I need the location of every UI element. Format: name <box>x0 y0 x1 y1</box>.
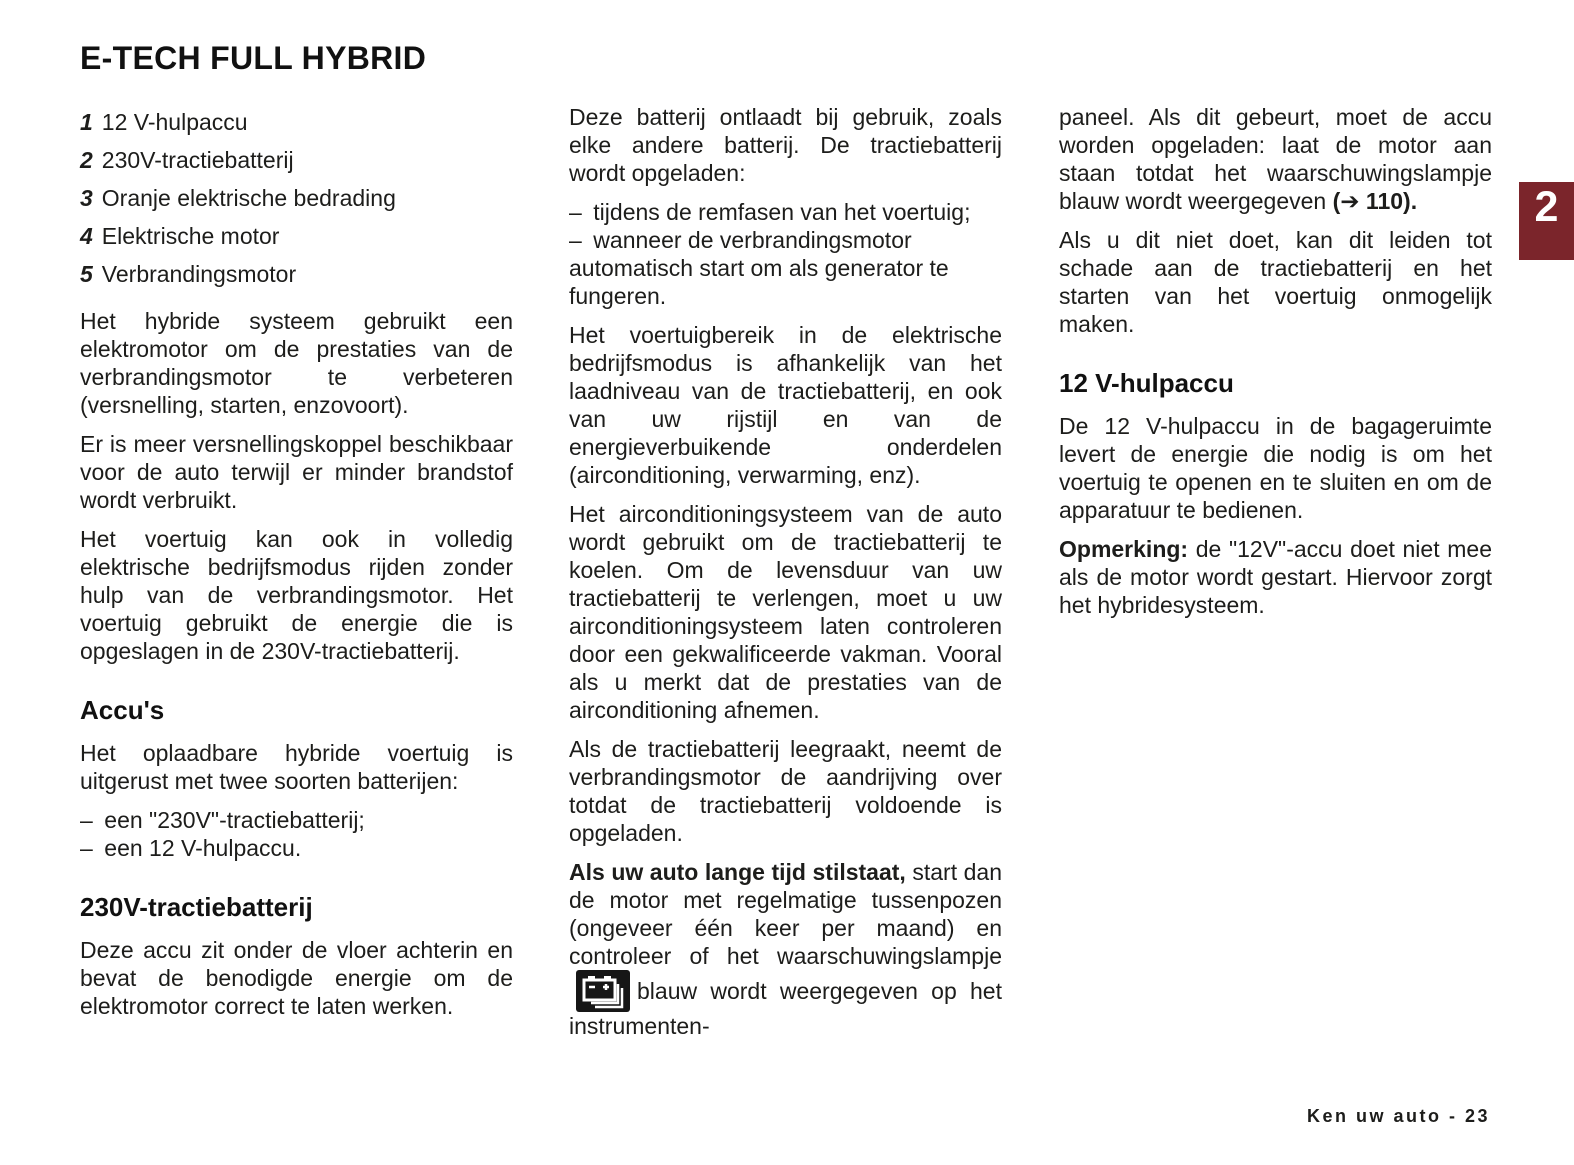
legend-item <box>80 217 513 255</box>
legend-item <box>80 179 513 217</box>
section-heading-12v: 12 V-hulpaccu <box>1059 368 1234 398</box>
bullet-item: – een 12 V-hulpaccu. <box>80 835 302 861</box>
battery-warning-icon <box>576 970 630 1012</box>
paragraph: Het voertuig kan ook in volledig elektrische bedrijfsmodus rijden zonder hulp van de verbrandingsmotor. Het voertuig gebruikt de energie die is opgeslagen in de 230V-tractiebatterij. <box>80 526 513 664</box>
paragraph-text: start dan de motor met regelmatige tussenpozen (ongeveer één keer per maand) en controleer of het waarschuwingslampje <box>569 859 1002 969</box>
legend-label: Oranje elektrische bedrading <box>101 185 396 211</box>
chapter-tab <box>1519 182 1574 260</box>
legend-label: Verbrandingsmotor <box>101 261 297 287</box>
legend-number: 3 <box>80 185 93 211</box>
legend-number: 4 <box>80 223 93 249</box>
column-left <box>80 103 513 1031</box>
section-heading-accus: Accu's <box>80 695 165 725</box>
legend-number: 2 <box>80 147 93 173</box>
legend-list <box>80 103 513 293</box>
legend-label: Elektrische motor <box>101 223 280 249</box>
legend-item <box>80 141 513 179</box>
chapter-number: 2 <box>1534 183 1559 231</box>
legend-item <box>80 255 513 293</box>
section-heading-230v: 230V-tractiebatterij <box>80 892 313 922</box>
bullet-item: – wanneer de verbrandingsmotor automatisch start om als generator te fungeren. <box>569 227 949 309</box>
paragraph: Het hybride systeem gebruikt een elektromotor om de prestaties van de verbrandingsmotor te verbeteren (versnelling, starten, enzovoort). <box>80 308 513 418</box>
legend-label: 12 V-hulpaccu <box>101 109 248 135</box>
legend-item <box>80 103 513 141</box>
legend-number: 5 <box>80 261 93 287</box>
page-footer: Ken uw auto - 23 <box>1306 1106 1490 1126</box>
paragraph: Deze batterij ontlaadt bij gebruik, zoals elke andere batterij. De tractiebatterij wordt opgeladen: <box>569 104 1002 186</box>
paragraph-text: blauw wordt weergegeven op het instrumenten- <box>569 978 1002 1039</box>
paragraph: De 12 V-hulpaccu in de bagageruimte levert de energie die nodig is om het voertuig te openen en te sluiten en om de apparatuur te bedienen. <box>1059 413 1492 523</box>
paragraph-with-icon <box>569 858 1002 1040</box>
page-reference: (➔ 110). <box>1332 188 1418 214</box>
paragraph-text: paneel. Als dit gebeurt, moet de accu worden opgeladen: laat de motor aan staan totdat het waarschuwingslampje blauw wordt weergegeven <box>1059 104 1492 214</box>
paragraph: Deze accu zit onder de vloer achterin en bevat de benodigde energie om de elektromotor correct te laten werken. <box>80 937 513 1019</box>
page-title: E-TECH FULL HYBRID <box>80 40 427 76</box>
legend-label: 230V-tractiebatterij <box>101 147 294 173</box>
paragraph <box>1059 535 1492 619</box>
column-middle <box>569 103 1002 1051</box>
bullet-item: – tijdens de remfasen van het voertuig; <box>569 199 971 225</box>
paragraph: Als de tractiebatterij leegraakt, neemt de verbrandingsmotor de aandrijving over totdat de tractiebatterij voldoende is opgeladen. <box>569 736 1002 846</box>
bold-lead-in: Als uw auto lange tijd stilstaat, <box>569 859 906 885</box>
paragraph: Het airconditioningsysteem van de auto wordt gebruikt om de tractiebatterij te koelen. Om de levensduur van uw tractiebatterij te verlengen, moet u uw airconditioningsysteem laten controleren door een gekwalificeerde vakman. Vooral als u merkt dat de prestaties van de airconditioning afnemen. <box>569 501 1002 723</box>
bullet-item: – een "230V"-tractiebatterij; <box>80 807 365 833</box>
paragraph: Als u dit niet doet, kan dit leiden tot schade aan de tractiebatterij en het starten van het voertuig onmogelijk maken. <box>1059 227 1492 337</box>
bold-lead-in: Opmerking: <box>1059 536 1189 562</box>
column-right <box>1059 103 1492 630</box>
paragraph: Er is meer versnellingskoppel beschikbaar voor de auto terwijl er minder brandstof wordt verbruikt. <box>80 431 513 513</box>
paragraph-text: de "12V"-accu doet niet mee als de motor wordt gestart. Hiervoor zorgt het hybridesysteem. <box>1059 536 1492 618</box>
paragraph: Het voertuigbereik in de elektrische bedrijfsmodus is afhankelijk van het laadniveau van de tractiebatterij, en ook van uw rijstijl en van de energieverbuikende onderdelen (airconditioning, verwarming, enz). <box>569 322 1002 488</box>
paragraph: Het oplaadbare hybride voertuig is uitgerust met twee soorten batterijen: <box>80 740 513 794</box>
legend-number: 1 <box>80 109 93 135</box>
paragraph <box>1059 103 1492 215</box>
